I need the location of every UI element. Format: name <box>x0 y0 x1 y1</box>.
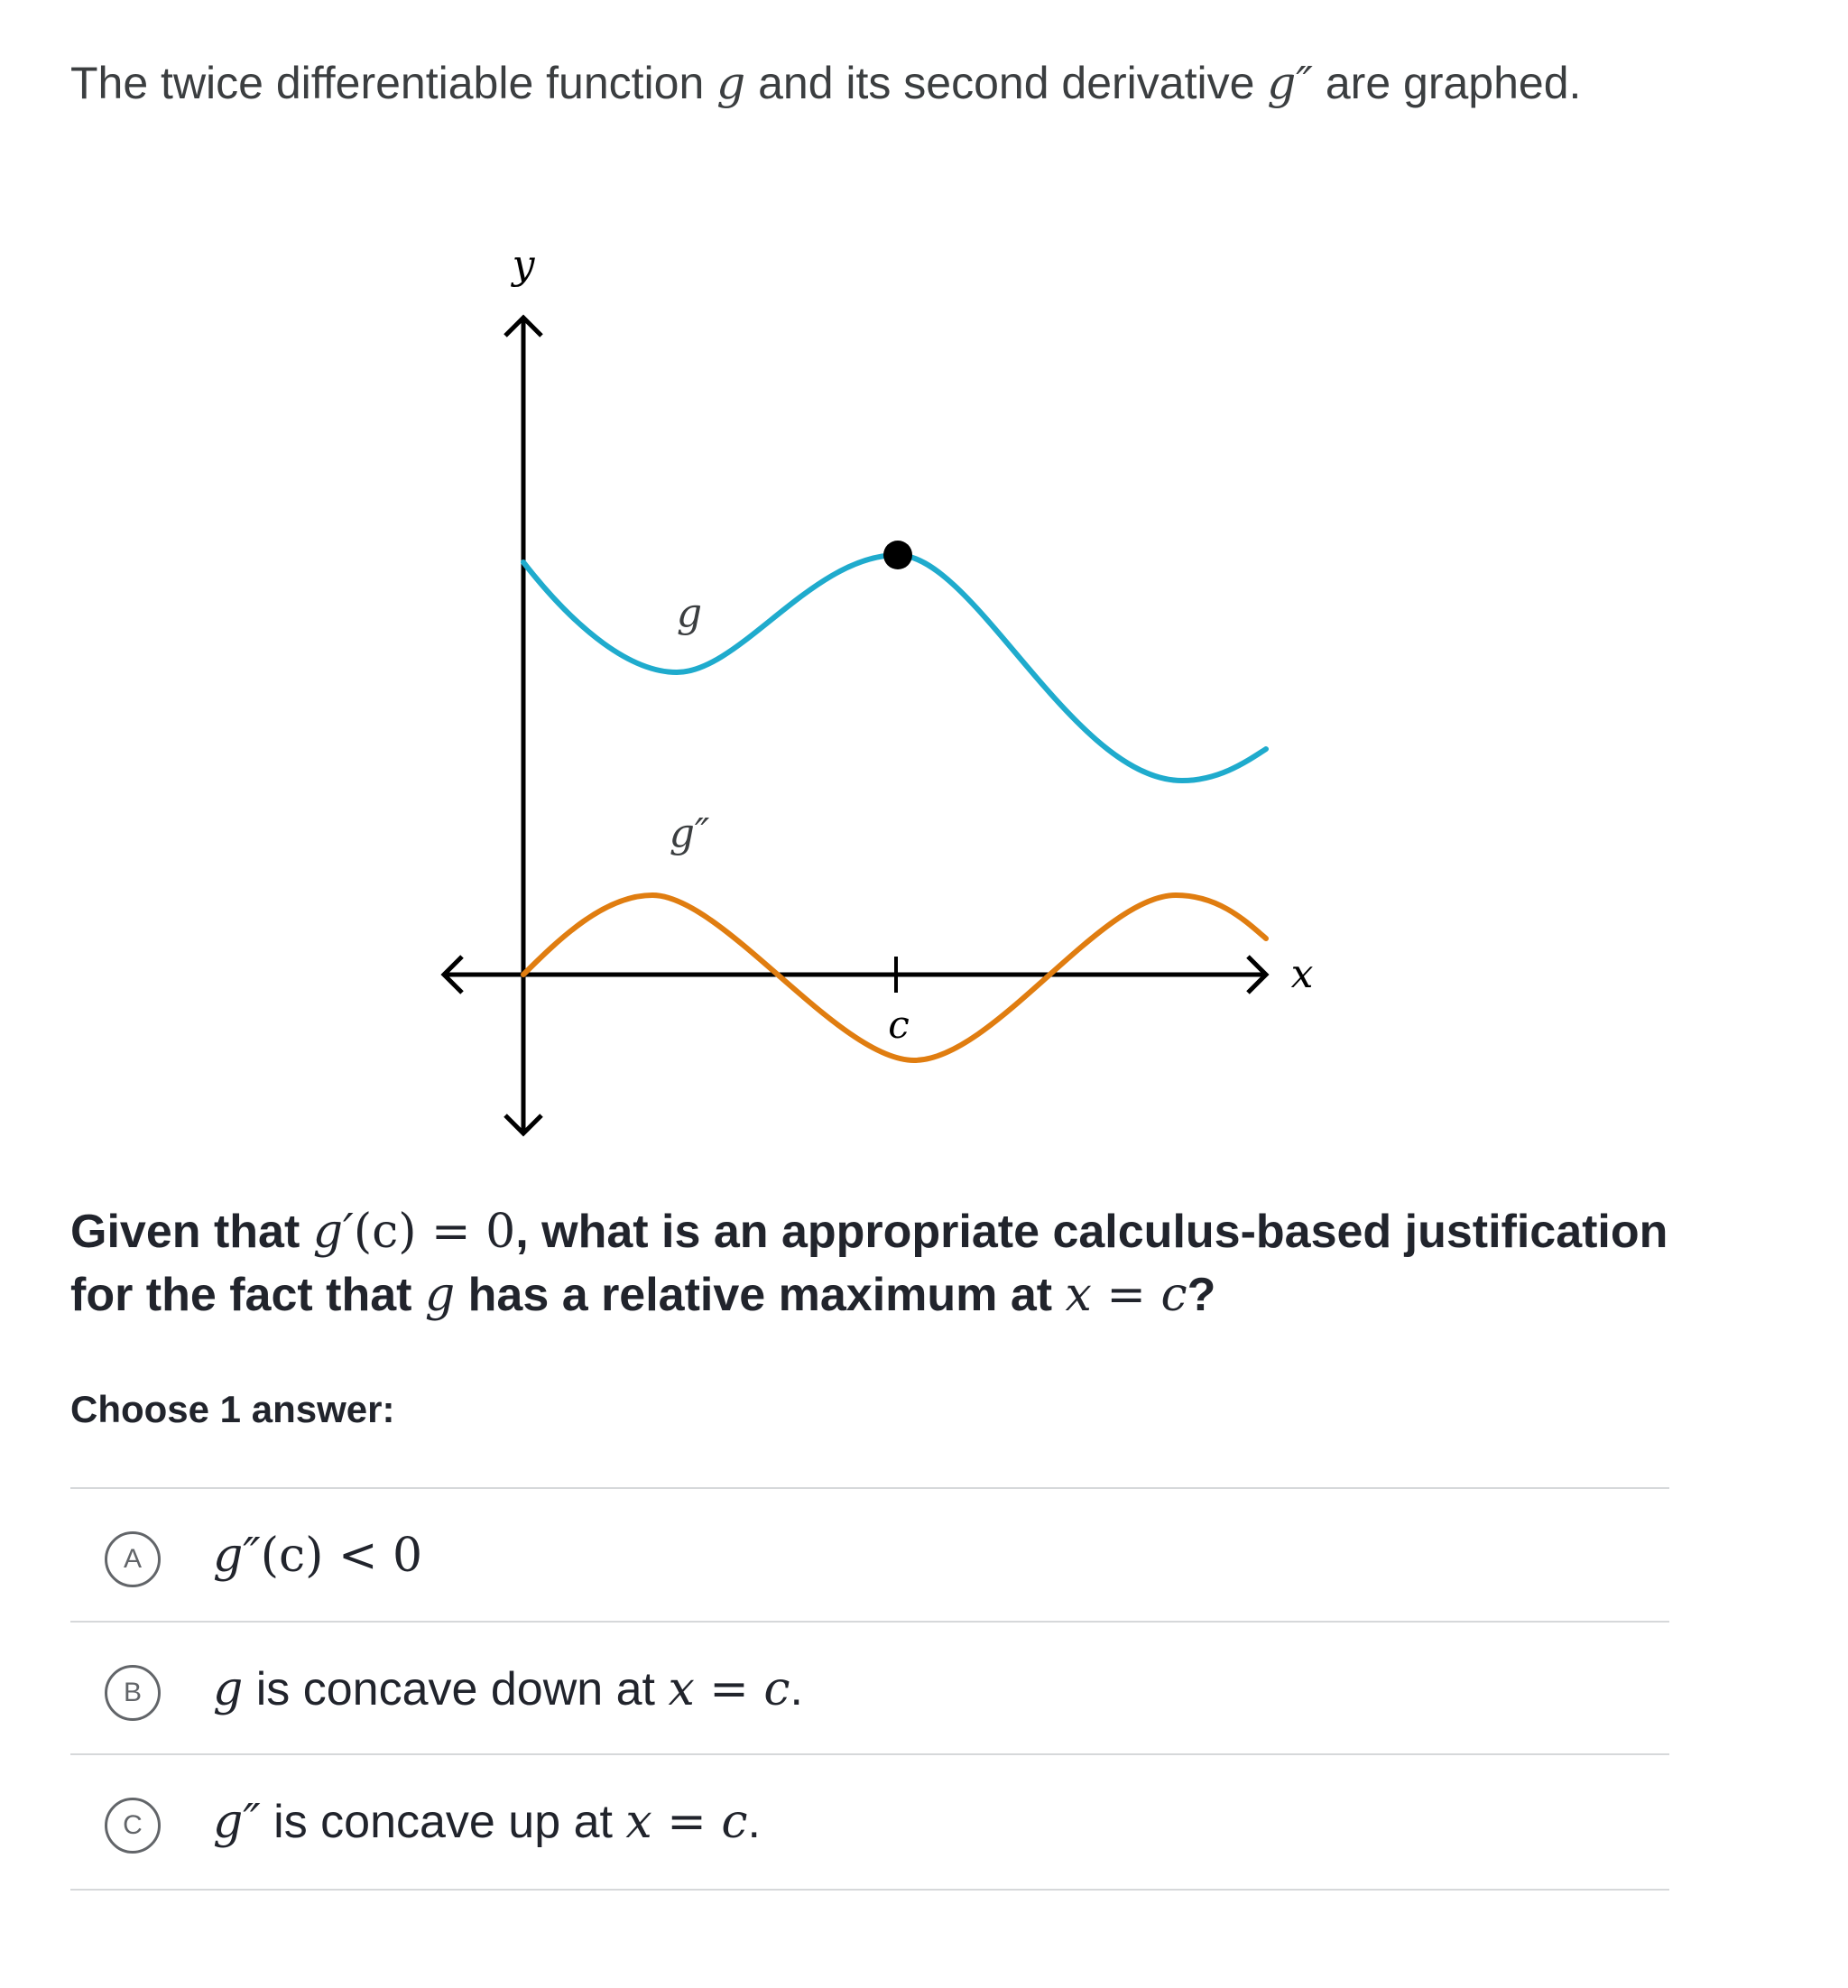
g-curve <box>523 555 1266 781</box>
intro-text-2: and its second derivative <box>745 58 1268 108</box>
gpp-curve-label: g″ <box>669 810 710 856</box>
answer-choice-c[interactable] <box>70 1755 1669 1887</box>
answer-choice-a[interactable] <box>70 1489 1669 1621</box>
choice-c-radio[interactable]: C <box>105 1798 161 1854</box>
choice-b-c-symbol: c <box>763 1662 790 1716</box>
choice-divider <box>70 1889 1669 1891</box>
intro-text-1: The twice differentiable function <box>70 58 717 108</box>
choice-c-x-symbol: x <box>625 1795 652 1849</box>
intro-g-symbol: g <box>716 57 746 109</box>
question-text-2: , what is an appropriate calculus-based justification for the fact that <box>70 1206 1668 1321</box>
choice-c-c-symbol: c <box>721 1795 748 1849</box>
question-x-symbol: x <box>1065 1268 1092 1322</box>
choice-b-x-symbol: x <box>668 1662 695 1716</box>
question-g-symbol: g <box>424 1268 456 1322</box>
choice-c-gpp-symbol: g″ <box>213 1795 261 1849</box>
question-text-1: Given that <box>70 1206 313 1258</box>
question-c-symbol: c <box>1160 1268 1187 1322</box>
intro-text-3: are graphed. <box>1312 58 1582 108</box>
choice-b-words: is concave down at <box>243 1663 669 1715</box>
question-equals: = <box>1091 1268 1161 1322</box>
choice-a-text <box>213 1520 422 1592</box>
g-curve-label: g <box>676 590 703 636</box>
c-tick-label: c <box>888 1003 910 1047</box>
y-axis <box>505 318 541 1133</box>
choice-b-equals: = <box>694 1662 764 1716</box>
choose-answer-label: Choose 1 answer: <box>70 1388 395 1430</box>
choice-a-expression: (c) < 0 <box>260 1529 423 1583</box>
choice-b-text <box>213 1653 803 1725</box>
choice-a-gpp-symbol: g″ <box>213 1529 261 1583</box>
choice-b-radio[interactable]: B <box>105 1665 161 1721</box>
answer-choice-b[interactable] <box>70 1623 1669 1754</box>
choice-c-equals: = <box>651 1795 722 1849</box>
x-axis-label: x <box>1290 951 1314 997</box>
relative-max-point <box>883 541 912 569</box>
x-axis <box>444 957 1266 993</box>
question-gprime-symbol: g′ <box>312 1205 354 1259</box>
question-text <box>70 1200 1695 1327</box>
choice-c-text <box>213 1786 761 1858</box>
choice-a-radio[interactable]: A <box>105 1531 161 1587</box>
intro-gpp-symbol: g″ <box>1267 57 1313 109</box>
choice-b-g-symbol: g <box>213 1662 244 1716</box>
question-text-4: ? <box>1187 1269 1216 1321</box>
choice-c-words: is concave up at <box>260 1796 626 1848</box>
choice-c-period: . <box>747 1796 761 1848</box>
choice-b-period: . <box>790 1663 803 1715</box>
question-text-3: has a relative maximum at <box>455 1269 1066 1321</box>
question-expression: (c) = 0 <box>353 1205 516 1259</box>
y-axis-label: y <box>512 242 535 288</box>
